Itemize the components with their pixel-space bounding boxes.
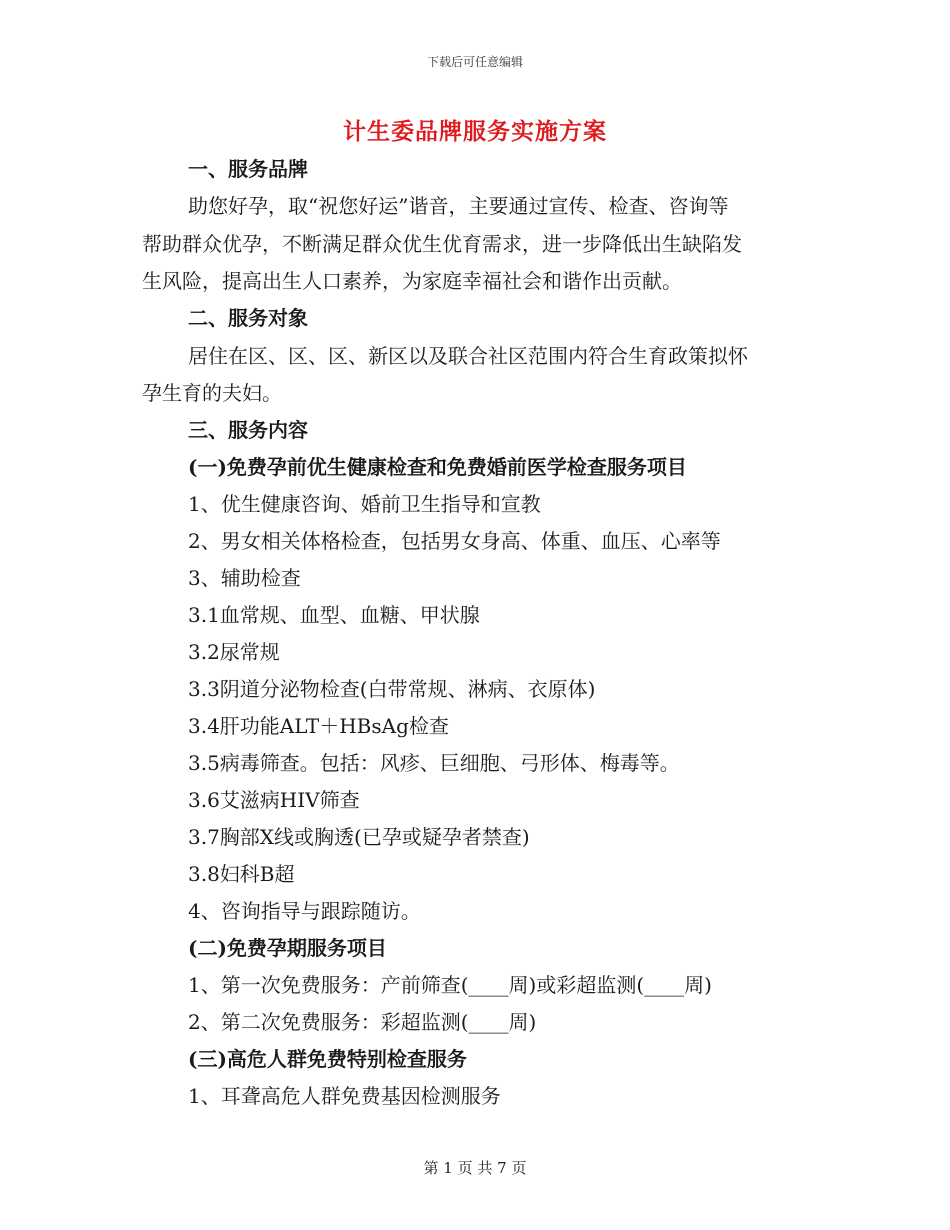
page-footer: 第 1 页 共 7 页 bbox=[423, 1159, 527, 1177]
list-item: 2、男女相关体格检查，包括男女身高、体重、血压、心率等 bbox=[188, 529, 721, 553]
list-item: 4、咨询指导与跟踪随访。 bbox=[188, 899, 421, 923]
paragraph-line: 生风险，提高出生人口素养，为家庭幸福社会和谐作出贡献。 bbox=[142, 269, 682, 293]
paragraph-line: 助您好孕，取“祝您好运”谐音，主要通过宣传、检查、咨询等 bbox=[188, 194, 729, 218]
list-item: 3.6艾滋病HIV筛查 bbox=[188, 788, 360, 812]
list-item: 3.1血常规、血型、血糖、甲状腺 bbox=[188, 603, 480, 627]
section-heading-brand: 一、服务品牌 bbox=[188, 157, 308, 181]
subsection-heading: (三)高危人群免费特别检查服务 bbox=[188, 1047, 467, 1071]
list-item: 3.7胸部X线或胸透(已孕或疑孕者禁查) bbox=[188, 825, 530, 849]
section-heading-target: 二、服务对象 bbox=[188, 306, 308, 330]
paragraph-line: 孕生育的夫妇。 bbox=[142, 381, 282, 405]
list-item: 2、第二次免费服务：彩超监测(____周) bbox=[188, 1010, 537, 1034]
list-item: 1、耳聋高危人群免费基因检测服务 bbox=[188, 1084, 501, 1108]
section-heading-content: 三、服务内容 bbox=[188, 418, 308, 442]
subsection-heading: (一)免费孕前优生健康检查和免费婚前医学检查服务项目 bbox=[188, 455, 687, 479]
list-item: 1、优生健康咨询、婚前卫生指导和宣教 bbox=[188, 492, 541, 516]
list-item: 1、第一次免费服务：产前筛查(____周)或彩超监测(____周) bbox=[188, 973, 712, 997]
list-item: 3.2尿常规 bbox=[188, 640, 280, 664]
list-item: 3、辅助检查 bbox=[188, 566, 301, 590]
header-note: 下载后可任意编辑 bbox=[426, 55, 523, 69]
paragraph-line: 居住在区、区、区、新区以及联合社区范围内符合生育政策拟怀 bbox=[188, 344, 748, 368]
list-item: 3.5病毒筛查。包括：风疹、巨细胞、弓形体、梅毒等。 bbox=[188, 751, 680, 775]
list-item: 3.3阴道分泌物检查(白带常规、淋病、衣原体) bbox=[188, 677, 596, 701]
paragraph-line: 帮助群众优孕，不断满足群众优生优育需求，进一步降低出生缺陷发 bbox=[142, 232, 742, 256]
subsection-heading: (二)免费孕期服务项目 bbox=[188, 936, 387, 960]
list-item: 3.4肝功能ALT＋HBsAg检查 bbox=[188, 714, 449, 738]
list-item: 3.8妇科B超 bbox=[188, 862, 295, 886]
document-title: 计生委品牌服务实施方案 bbox=[343, 118, 607, 145]
